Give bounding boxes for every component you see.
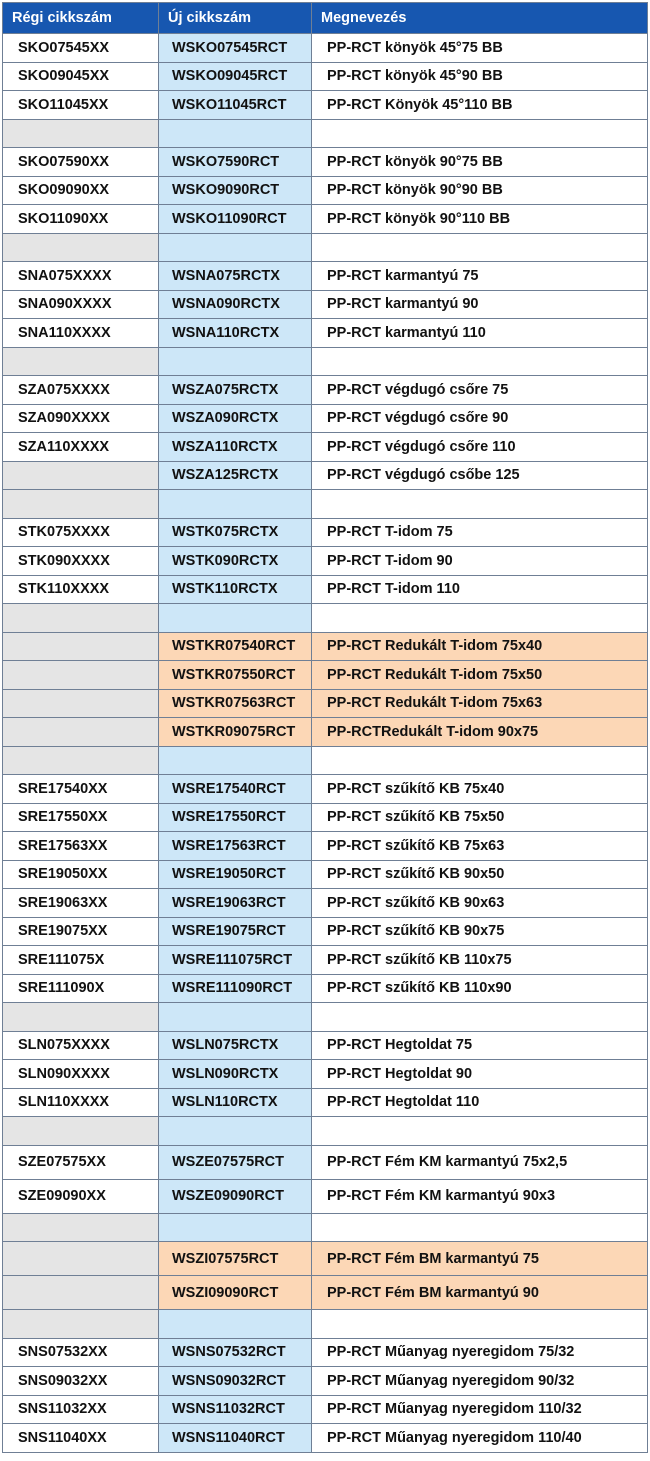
- old-code-cell: [3, 1213, 159, 1242]
- old-code-cell: SKO09045XX: [3, 62, 159, 91]
- description-cell: PP-RCT T-idom 90: [312, 547, 648, 576]
- table-row: [3, 860, 648, 889]
- new-code-cell: WSTKR07550RCT: [159, 661, 312, 690]
- table-row: [3, 404, 648, 433]
- description-cell: PP-RCT Hegtoldat 90: [312, 1060, 648, 1089]
- old-code-cell: [3, 746, 159, 775]
- old-code-cell: [3, 490, 159, 519]
- old-code-cell: SZA075XXXX: [3, 376, 159, 405]
- description-cell: PP-RCT végdugó csőre 90: [312, 404, 648, 433]
- separator-row: [3, 604, 648, 633]
- description-cell: PP-RCT T-idom 75: [312, 518, 648, 547]
- new-code-cell: WSTK075RCTX: [159, 518, 312, 547]
- new-code-cell: WSRE19063RCT: [159, 889, 312, 918]
- description-cell: PP-RCT könyök 90°90 BB: [312, 176, 648, 205]
- table-row: [3, 632, 648, 661]
- separator-row: [3, 119, 648, 148]
- old-code-cell: SNS09032XX: [3, 1367, 159, 1396]
- table-row: [3, 1367, 648, 1396]
- old-code-cell: SZE07575XX: [3, 1145, 159, 1179]
- description-cell: PP-RCT T-idom 110: [312, 575, 648, 604]
- old-code-cell: [3, 689, 159, 718]
- new-code-cell: [159, 746, 312, 775]
- table-row: [3, 917, 648, 946]
- old-code-cell: SKO07545XX: [3, 34, 159, 63]
- new-code-cell: WSRE19075RCT: [159, 917, 312, 946]
- table-body: [3, 34, 648, 1453]
- old-code-cell: SKO11045XX: [3, 91, 159, 120]
- table-row: [3, 1424, 648, 1453]
- old-code-cell: SLN075XXXX: [3, 1031, 159, 1060]
- description-cell: [312, 119, 648, 148]
- old-code-cell: SKO07590XX: [3, 148, 159, 177]
- table-header: [3, 3, 648, 34]
- separator-row: [3, 1310, 648, 1339]
- table-row: [3, 518, 648, 547]
- new-code-cell: WSNS09032RCT: [159, 1367, 312, 1396]
- description-cell: PP-RCT végdugó csőre 75: [312, 376, 648, 405]
- table-row: [3, 832, 648, 861]
- description-cell: PP-RCT Fém KM karmantyú 90x3: [312, 1179, 648, 1213]
- description-cell: PP-RCT karmantyú 90: [312, 290, 648, 319]
- new-code-cell: WSZA110RCTX: [159, 433, 312, 462]
- new-code-cell: [159, 490, 312, 519]
- table-row: [3, 661, 648, 690]
- table-row: [3, 1145, 648, 1179]
- old-code-cell: [3, 233, 159, 262]
- old-code-cell: SNS07532XX: [3, 1338, 159, 1367]
- description-cell: [312, 1003, 648, 1032]
- old-code-cell: [3, 1003, 159, 1032]
- description-cell: PP-RCT karmantyú 75: [312, 262, 648, 291]
- new-code-cell: WSNA075RCTX: [159, 262, 312, 291]
- old-code-cell: SRE17563XX: [3, 832, 159, 861]
- old-code-cell: SKO09090XX: [3, 176, 159, 205]
- new-code-cell: WSTKR09075RCT: [159, 718, 312, 747]
- new-code-cell: WSRE17550RCT: [159, 803, 312, 832]
- new-code-cell: WSZA090RCTX: [159, 404, 312, 433]
- table-row: [3, 148, 648, 177]
- description-cell: PP-RCT Műanyag nyeregidom 75/32: [312, 1338, 648, 1367]
- description-cell: PP-RCT végdugó csőre 110: [312, 433, 648, 462]
- description-cell: PP-RCT Redukált T-idom 75x63: [312, 689, 648, 718]
- old-code-cell: SLN090XXXX: [3, 1060, 159, 1089]
- old-code-cell: SLN110XXXX: [3, 1088, 159, 1117]
- table-row: [3, 1088, 648, 1117]
- new-code-cell: [159, 119, 312, 148]
- new-code-cell: WSZE09090RCT: [159, 1179, 312, 1213]
- description-cell: PP-RCT szűkítő KB 110x75: [312, 946, 648, 975]
- old-code-cell: [3, 604, 159, 633]
- new-code-cell: [159, 1310, 312, 1339]
- new-code-cell: [159, 1003, 312, 1032]
- separator-row: [3, 1117, 648, 1146]
- separator-row: [3, 347, 648, 376]
- description-cell: PP-RCT szűkítő KB 90x63: [312, 889, 648, 918]
- table-row: [3, 1276, 648, 1310]
- old-code-cell: SNA110XXXX: [3, 319, 159, 348]
- table-row: [3, 1031, 648, 1060]
- new-code-cell: WSZI07575RCT: [159, 1242, 312, 1276]
- new-code-cell: WSTK090RCTX: [159, 547, 312, 576]
- description-cell: PP-RCT végdugó csőbe 125: [312, 461, 648, 490]
- old-code-cell: [3, 1310, 159, 1339]
- table-row: [3, 1395, 648, 1424]
- separator-row: [3, 233, 648, 262]
- description-cell: PP-RCTRedukált T-idom 90x75: [312, 718, 648, 747]
- description-cell: [312, 1213, 648, 1242]
- new-code-cell: WSKO09045RCT: [159, 62, 312, 91]
- new-code-cell: WSKO11090RCT: [159, 205, 312, 234]
- table-row: [3, 547, 648, 576]
- header-old-code: Régi cikkszám: [3, 3, 159, 34]
- new-code-cell: [159, 1213, 312, 1242]
- new-code-cell: WSNS11032RCT: [159, 1395, 312, 1424]
- description-cell: PP-RCT szűkítő KB 75x63: [312, 832, 648, 861]
- new-code-cell: WSNS07532RCT: [159, 1338, 312, 1367]
- table-row: [3, 718, 648, 747]
- table-row: [3, 1338, 648, 1367]
- new-code-cell: WSRE17563RCT: [159, 832, 312, 861]
- old-code-cell: [3, 661, 159, 690]
- old-code-cell: SRE19075XX: [3, 917, 159, 946]
- old-code-cell: SRE19063XX: [3, 889, 159, 918]
- table-row: [3, 461, 648, 490]
- old-code-cell: [3, 347, 159, 376]
- old-code-cell: SNS11040XX: [3, 1424, 159, 1453]
- new-code-cell: WSNS11040RCT: [159, 1424, 312, 1453]
- table-row: [3, 376, 648, 405]
- new-code-cell: WSRE111075RCT: [159, 946, 312, 975]
- old-code-cell: SZE09090XX: [3, 1179, 159, 1213]
- old-code-cell: SRE19050XX: [3, 860, 159, 889]
- new-code-cell: WSZA125RCTX: [159, 461, 312, 490]
- old-code-cell: SKO11090XX: [3, 205, 159, 234]
- old-code-cell: SRE111075X: [3, 946, 159, 975]
- new-code-cell: [159, 233, 312, 262]
- header-row: [3, 3, 648, 34]
- description-cell: PP-RCT Könyök 45°110 BB: [312, 91, 648, 120]
- old-code-cell: SZA110XXXX: [3, 433, 159, 462]
- table-row: [3, 262, 648, 291]
- separator-row: [3, 746, 648, 775]
- table-row: [3, 889, 648, 918]
- description-cell: [312, 746, 648, 775]
- separator-row: [3, 1003, 648, 1032]
- description-cell: [312, 233, 648, 262]
- new-code-cell: WSKO11045RCT: [159, 91, 312, 120]
- description-cell: PP-RCT karmantyú 110: [312, 319, 648, 348]
- description-cell: PP-RCT könyök 90°75 BB: [312, 148, 648, 177]
- description-cell: PP-RCT szűkítő KB 90x75: [312, 917, 648, 946]
- description-cell: PP-RCT könyök 90°110 BB: [312, 205, 648, 234]
- table-row: [3, 205, 648, 234]
- header-description: Megnevezés: [312, 3, 648, 34]
- table-row: [3, 1179, 648, 1213]
- description-cell: PP-RCT Redukált T-idom 75x40: [312, 632, 648, 661]
- article-number-table: [2, 2, 648, 1453]
- description-cell: PP-RCT szűkítő KB 75x40: [312, 775, 648, 804]
- new-code-cell: WSRE111090RCT: [159, 974, 312, 1003]
- header-new-code: Új cikkszám: [159, 3, 312, 34]
- new-code-cell: WSRE17540RCT: [159, 775, 312, 804]
- old-code-cell: SRE17550XX: [3, 803, 159, 832]
- table-row: [3, 176, 648, 205]
- description-cell: PP-RCT Fém BM karmantyú 90: [312, 1276, 648, 1310]
- description-cell: [312, 1117, 648, 1146]
- new-code-cell: WSRE19050RCT: [159, 860, 312, 889]
- table-row: [3, 91, 648, 120]
- old-code-cell: [3, 119, 159, 148]
- description-cell: [312, 347, 648, 376]
- table-row: [3, 803, 648, 832]
- description-cell: PP-RCT szűkítő KB 75x50: [312, 803, 648, 832]
- description-cell: PP-RCT szűkítő KB 110x90: [312, 974, 648, 1003]
- old-code-cell: [3, 1117, 159, 1146]
- old-code-cell: [3, 1242, 159, 1276]
- old-code-cell: STK075XXXX: [3, 518, 159, 547]
- new-code-cell: WSTKR07563RCT: [159, 689, 312, 718]
- new-code-cell: WSZA075RCTX: [159, 376, 312, 405]
- new-code-cell: WSLN090RCTX: [159, 1060, 312, 1089]
- new-code-cell: [159, 1117, 312, 1146]
- description-cell: PP-RCT könyök 45°75 BB: [312, 34, 648, 63]
- table-row: [3, 1242, 648, 1276]
- separator-row: [3, 1213, 648, 1242]
- old-code-cell: SRE111090X: [3, 974, 159, 1003]
- description-cell: PP-RCT Műanyag nyeregidom 90/32: [312, 1367, 648, 1396]
- description-cell: PP-RCT szűkítő KB 90x50: [312, 860, 648, 889]
- old-code-cell: SNA090XXXX: [3, 290, 159, 319]
- old-code-cell: STK110XXXX: [3, 575, 159, 604]
- new-code-cell: WSLN075RCTX: [159, 1031, 312, 1060]
- table-row: [3, 974, 648, 1003]
- old-code-cell: [3, 632, 159, 661]
- old-code-cell: STK090XXXX: [3, 547, 159, 576]
- table-row: [3, 319, 648, 348]
- table-row: [3, 575, 648, 604]
- old-code-cell: [3, 718, 159, 747]
- description-cell: [312, 490, 648, 519]
- new-code-cell: WSTKR07540RCT: [159, 632, 312, 661]
- new-code-cell: WSKO9090RCT: [159, 176, 312, 205]
- old-code-cell: [3, 1276, 159, 1310]
- old-code-cell: SNS11032XX: [3, 1395, 159, 1424]
- new-code-cell: WSZI09090RCT: [159, 1276, 312, 1310]
- new-code-cell: WSTK110RCTX: [159, 575, 312, 604]
- table-row: [3, 34, 648, 63]
- description-cell: [312, 604, 648, 633]
- table-row: [3, 1060, 648, 1089]
- description-cell: PP-RCT Fém KM karmantyú 75x2,5: [312, 1145, 648, 1179]
- description-cell: PP-RCT könyök 45°90 BB: [312, 62, 648, 91]
- description-cell: PP-RCT Hegtoldat 110: [312, 1088, 648, 1117]
- table-row: [3, 433, 648, 462]
- separator-row: [3, 490, 648, 519]
- description-cell: PP-RCT Hegtoldat 75: [312, 1031, 648, 1060]
- table-row: [3, 62, 648, 91]
- new-code-cell: WSNA090RCTX: [159, 290, 312, 319]
- table-row: [3, 775, 648, 804]
- old-code-cell: SRE17540XX: [3, 775, 159, 804]
- new-code-cell: [159, 604, 312, 633]
- table-row: [3, 689, 648, 718]
- new-code-cell: WSLN110RCTX: [159, 1088, 312, 1117]
- new-code-cell: WSZE07575RCT: [159, 1145, 312, 1179]
- new-code-cell: [159, 347, 312, 376]
- description-cell: [312, 1310, 648, 1339]
- description-cell: PP-RCT Fém BM karmantyú 75: [312, 1242, 648, 1276]
- old-code-cell: [3, 461, 159, 490]
- description-cell: PP-RCT Műanyag nyeregidom 110/32: [312, 1395, 648, 1424]
- new-code-cell: WSKO7590RCT: [159, 148, 312, 177]
- description-cell: PP-RCT Redukált T-idom 75x50: [312, 661, 648, 690]
- description-cell: PP-RCT Műanyag nyeregidom 110/40: [312, 1424, 648, 1453]
- new-code-cell: WSKO07545RCT: [159, 34, 312, 63]
- table-row: [3, 290, 648, 319]
- table-row: [3, 946, 648, 975]
- old-code-cell: SZA090XXXX: [3, 404, 159, 433]
- new-code-cell: WSNA110RCTX: [159, 319, 312, 348]
- old-code-cell: SNA075XXXX: [3, 262, 159, 291]
